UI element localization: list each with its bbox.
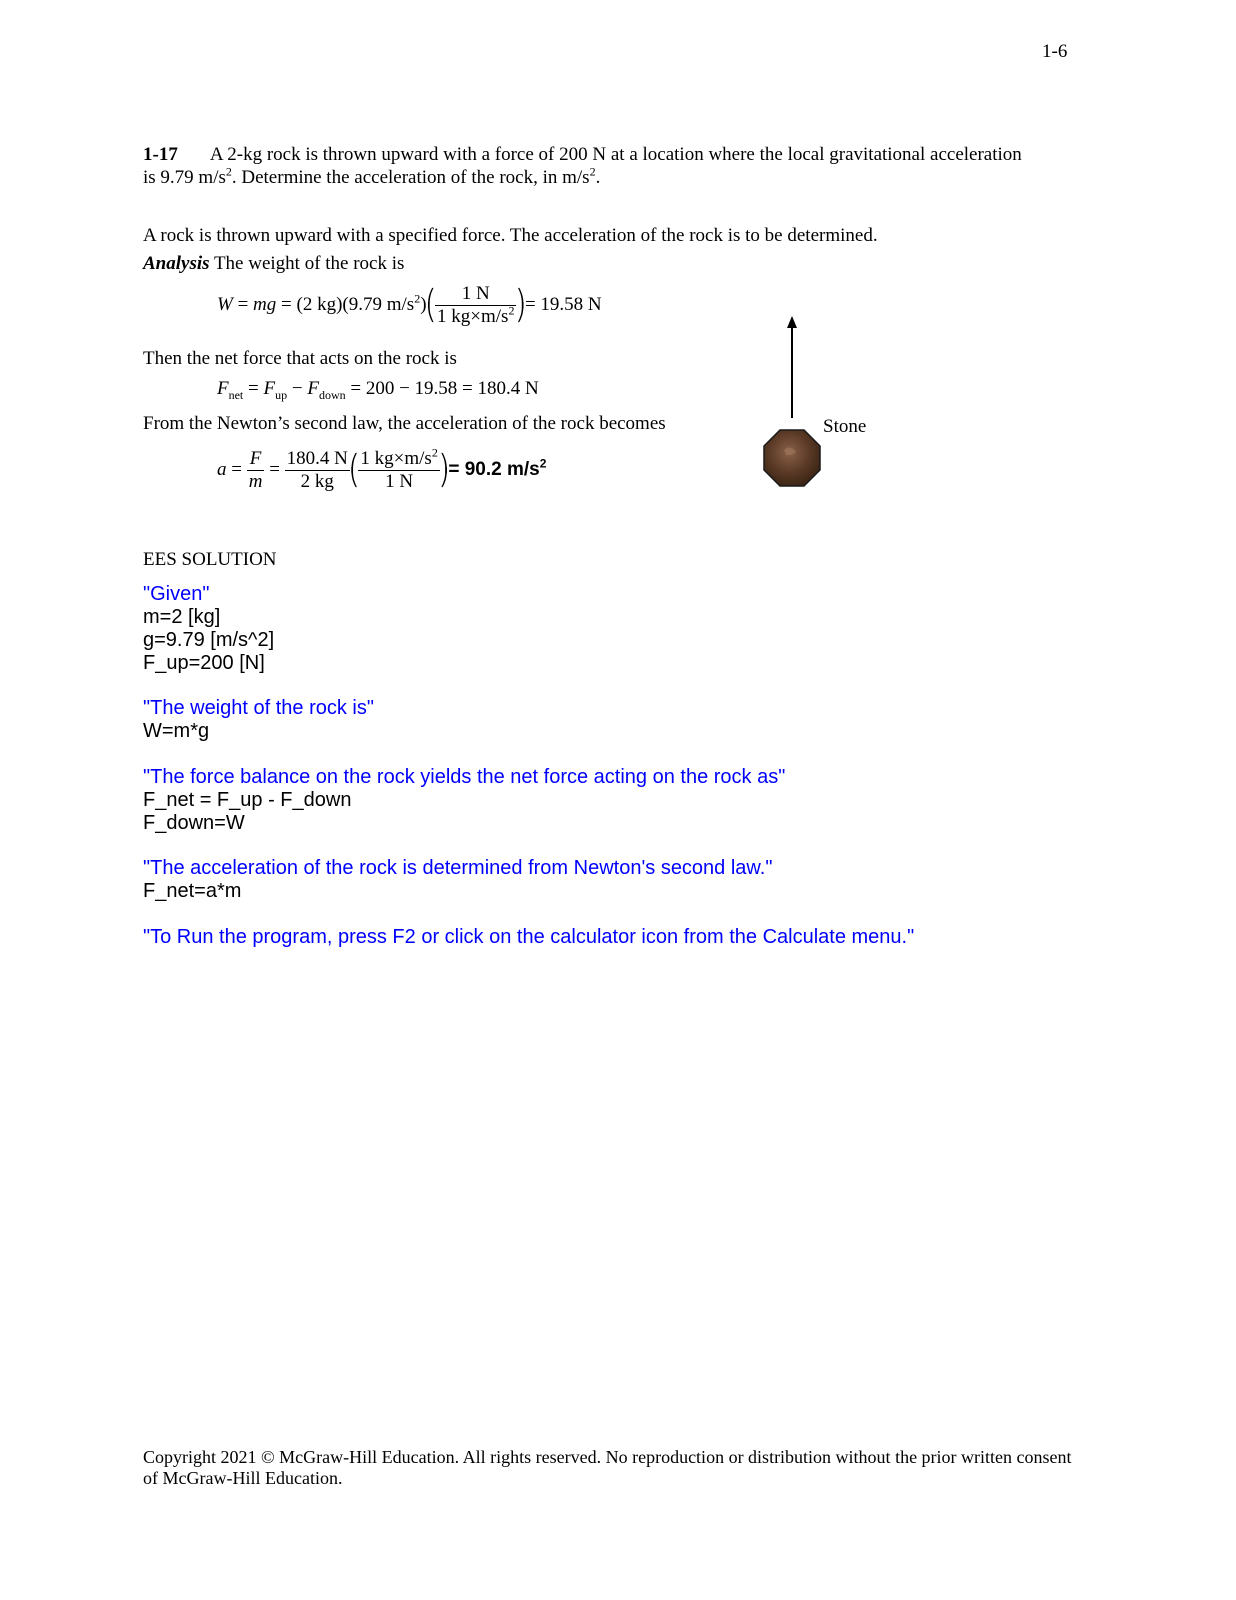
copyright-line2: of McGraw-Hill Education.	[143, 1468, 343, 1488]
ees-code-line: F_up=200 [N]	[143, 652, 265, 674]
problem-number: 1-17	[143, 144, 178, 165]
net-force-equation: $F_{net} = F_{up} - F_{down} = 200 - 19.58 = 180.4$ N	[217, 378, 539, 402]
weight-result: = 19.58 N	[524, 293, 602, 315]
ees-code-line: g=9.79 [m/s^2]	[143, 629, 275, 651]
page-number: 1-6	[1042, 41, 1068, 62]
ees-comment-weight: "The weight of the rock is"	[143, 697, 374, 719]
weight-equation: W = mg = (2 kg)(9.79 $m/s^2)⎛$ ⎝ $\frac{1 N}{1 kg\times m/s^2}$ ⎞ ⎠= 19.58 N	[217, 283, 602, 327]
ees-comment-balance: "The force balance on the rock yields the net force acting on the rock as"	[143, 766, 786, 788]
problem-statement-line2: is 9.79 $m/s^2$. Determine the acceleration of the rock, in $m/s^2$.	[143, 164, 601, 188]
ees-code-line: F_net=a*m	[143, 880, 242, 902]
acceleration-result: = 90.2 $m/s^2$	[448, 456, 547, 480]
stone-label: Stone	[823, 416, 867, 437]
stone-figure	[750, 310, 890, 510]
net-force-text: Then the net force that acts on the rock is	[143, 348, 457, 369]
ees-comment-acceleration: "The acceleration of the rock is determined from Newton's second law."	[143, 857, 773, 879]
ees-code-line: F_net = F_up - F_down	[143, 789, 352, 811]
ees-code-line: W=m*g	[143, 720, 210, 742]
ees-code-line: F_down=W	[143, 812, 245, 834]
ees-comment-given: "Given"	[143, 583, 210, 605]
problem-statement	[143, 143, 1022, 167]
intro-text: A rock is thrown upward with a specified force. The acceleration of the rock is to be determined.	[143, 225, 878, 246]
analysis-line: Analysis The weight of the rock is	[143, 253, 405, 274]
ees-heading: EES SOLUTION	[143, 549, 277, 570]
newton-text: From the Newton’s second law, the acceleration of the rock becomes	[143, 413, 666, 434]
force-arrow-head	[787, 316, 797, 328]
copyright-line1: Copyright 2021 © McGraw-Hill Education. All rights reserved. No reproduction or distribution without the prior written consent	[143, 1447, 1072, 1467]
ees-comment-run: "To Run the program, press F2 or click on the calculator icon from the Calculate menu."	[143, 926, 915, 948]
analysis-label: Analysis	[143, 253, 210, 274]
problem-line1: A 2-kg rock is thrown upward with a force of 200 N at a location where the local gravitational acceleration	[209, 144, 1022, 165]
acceleration-equation: a = $\frac{F}{m}$ = $\frac{180.4 N}{2 kg}$ ⎛ ⎝ $\frac{1 kg\times m/s^2}{1 N}$ ⎞ ⎠= 90.2 $m/s^2$	[217, 445, 547, 492]
unit-conversion-fraction: $\frac{1 N}{1 kg\times m/s^2}$	[437, 283, 515, 327]
stone-icon	[764, 430, 820, 486]
ees-code-line: m=2 [kg]	[143, 606, 221, 628]
